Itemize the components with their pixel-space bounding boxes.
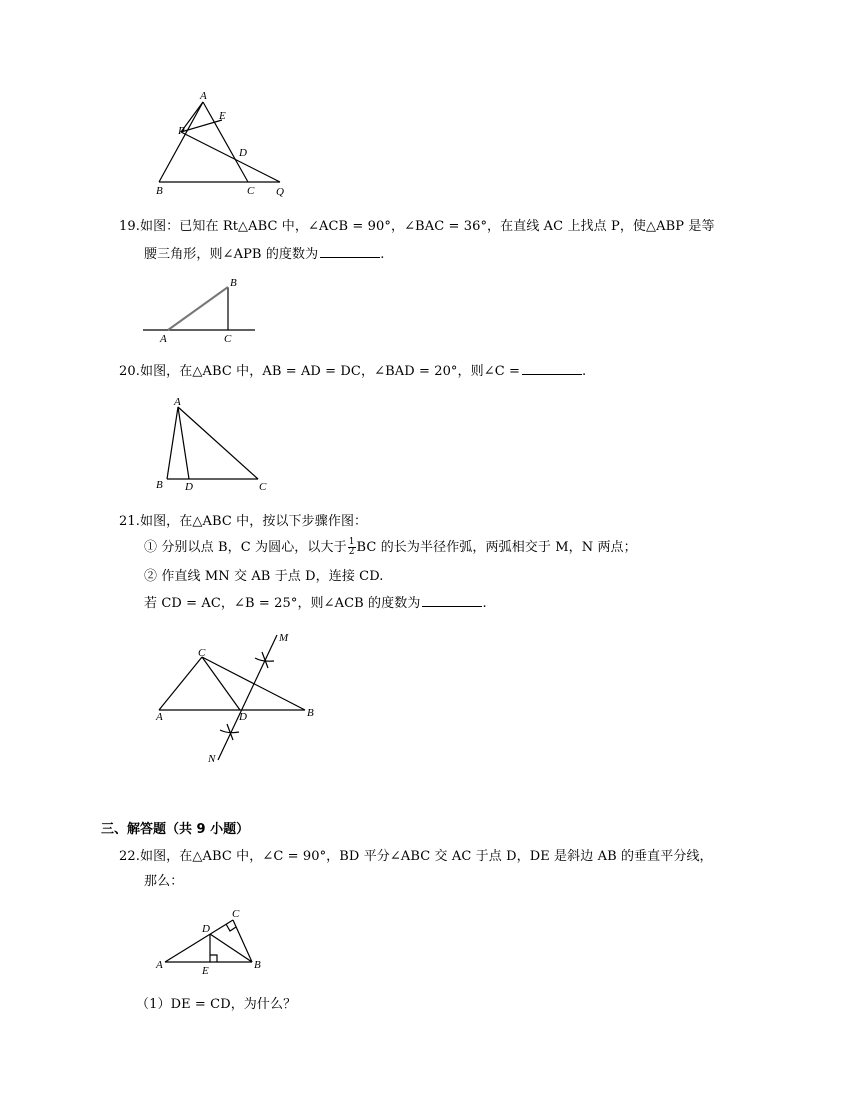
q20-label-a: A bbox=[174, 396, 181, 408]
q20-label-b: B bbox=[156, 479, 163, 491]
q21-frac-den: 2 bbox=[348, 547, 355, 557]
q18-figure bbox=[150, 90, 300, 202]
q20-text-1-end: . bbox=[582, 364, 587, 379]
q20-label-d: D bbox=[185, 481, 193, 493]
q21-label-n: N bbox=[208, 753, 216, 765]
q19-number: 19. bbox=[119, 219, 140, 234]
q18-label-c: C bbox=[247, 185, 255, 197]
q22-sub-1-text: （1）DE = CD，为什么？ bbox=[136, 997, 297, 1012]
q22-text-2: 那么： bbox=[144, 874, 184, 889]
q21-label-c: C bbox=[198, 647, 206, 659]
q22-figure bbox=[150, 908, 270, 980]
q21-label-b: B bbox=[307, 707, 314, 719]
q21-step-2-text: ② 作直线 MN 交 AB 于点 D，连接 CD. bbox=[144, 569, 384, 584]
q21-step-1 bbox=[144, 538, 637, 557]
q21-line-1 bbox=[119, 513, 367, 531]
q19-figure bbox=[140, 275, 260, 347]
q19-text-2-end: . bbox=[380, 247, 385, 262]
q21-frac-num: 1 bbox=[348, 537, 355, 547]
q19-text-1: 如图：已知在 Rt△ABC 中，∠ACB = 90°，∠BAC = 36°，在直线 AC 上找点 P，使△ABP 是等 bbox=[139, 219, 715, 234]
q21-label-m: M bbox=[279, 632, 289, 644]
q22-text-1: 如图，在△ABC 中，∠C = 90°，BD 平分∠ABC 交 AC 于点 D，DE 是斜边 AB 的垂直平分线， bbox=[139, 849, 713, 864]
q22-label-d: D bbox=[202, 923, 210, 935]
q22-label-c: C bbox=[232, 908, 240, 920]
q19-answer-blank[interactable] bbox=[320, 244, 380, 258]
q22-label-b: B bbox=[254, 959, 261, 971]
q21-text-4-end: . bbox=[482, 596, 487, 611]
q20-line-1 bbox=[119, 361, 586, 381]
q21-label-d: D bbox=[239, 711, 247, 723]
q21-line-4 bbox=[144, 593, 487, 613]
q20-number: 20. bbox=[119, 364, 140, 379]
q18-label-q: Q bbox=[276, 186, 284, 198]
q21-answer-blank[interactable] bbox=[422, 593, 482, 607]
q22-line-1 bbox=[119, 848, 713, 866]
q21-text-1: 如图，在△ABC 中，按以下步骤作图： bbox=[139, 514, 368, 529]
q19-label-a: A bbox=[160, 333, 167, 345]
q20-text-1: 如图，在△ABC 中，AB = AD = DC，∠BAD = 20°，则∠C = bbox=[139, 364, 521, 379]
q19-line-2 bbox=[144, 244, 384, 264]
q18-label-p: P bbox=[178, 125, 185, 137]
q19-label-c: C bbox=[224, 333, 232, 345]
q21-step-1-before: ① 分别以点 B，C 为圆心，以大于 bbox=[144, 540, 347, 555]
q22-line-2 bbox=[144, 873, 183, 891]
q21-figure bbox=[150, 628, 330, 770]
q21-number: 21. bbox=[119, 514, 140, 529]
q19-text-2: 腰三角形，则∠APB 的度数为 bbox=[144, 247, 319, 262]
q22-label-e: E bbox=[202, 965, 209, 977]
q20-figure bbox=[150, 393, 280, 495]
q21-label-a: A bbox=[156, 711, 163, 723]
q22-sub-1 bbox=[136, 996, 296, 1014]
q21-step-1-after: BC 的长为半径作弧，两弧相交于 M，N 两点； bbox=[356, 540, 637, 555]
q22-label-a: A bbox=[156, 959, 163, 971]
q22-number: 22. bbox=[119, 849, 140, 864]
section-heading: 三、解答题（共 9 小题） bbox=[101, 822, 250, 837]
q21-text-4: 若 CD = AC，∠B = 25°，则∠ACB 的度数为 bbox=[144, 596, 421, 611]
q19-line-1 bbox=[119, 218, 715, 236]
q21-fraction bbox=[348, 538, 356, 557]
q18-label-d: D bbox=[239, 147, 247, 159]
q21-step-2 bbox=[144, 568, 384, 586]
q20-label-c: C bbox=[259, 481, 267, 493]
q18-label-a: A bbox=[200, 90, 207, 102]
q18-label-e: E bbox=[219, 110, 226, 122]
q19-label-b: B bbox=[230, 277, 237, 289]
q18-label-b: B bbox=[156, 185, 163, 197]
q20-answer-blank[interactable] bbox=[522, 361, 582, 375]
